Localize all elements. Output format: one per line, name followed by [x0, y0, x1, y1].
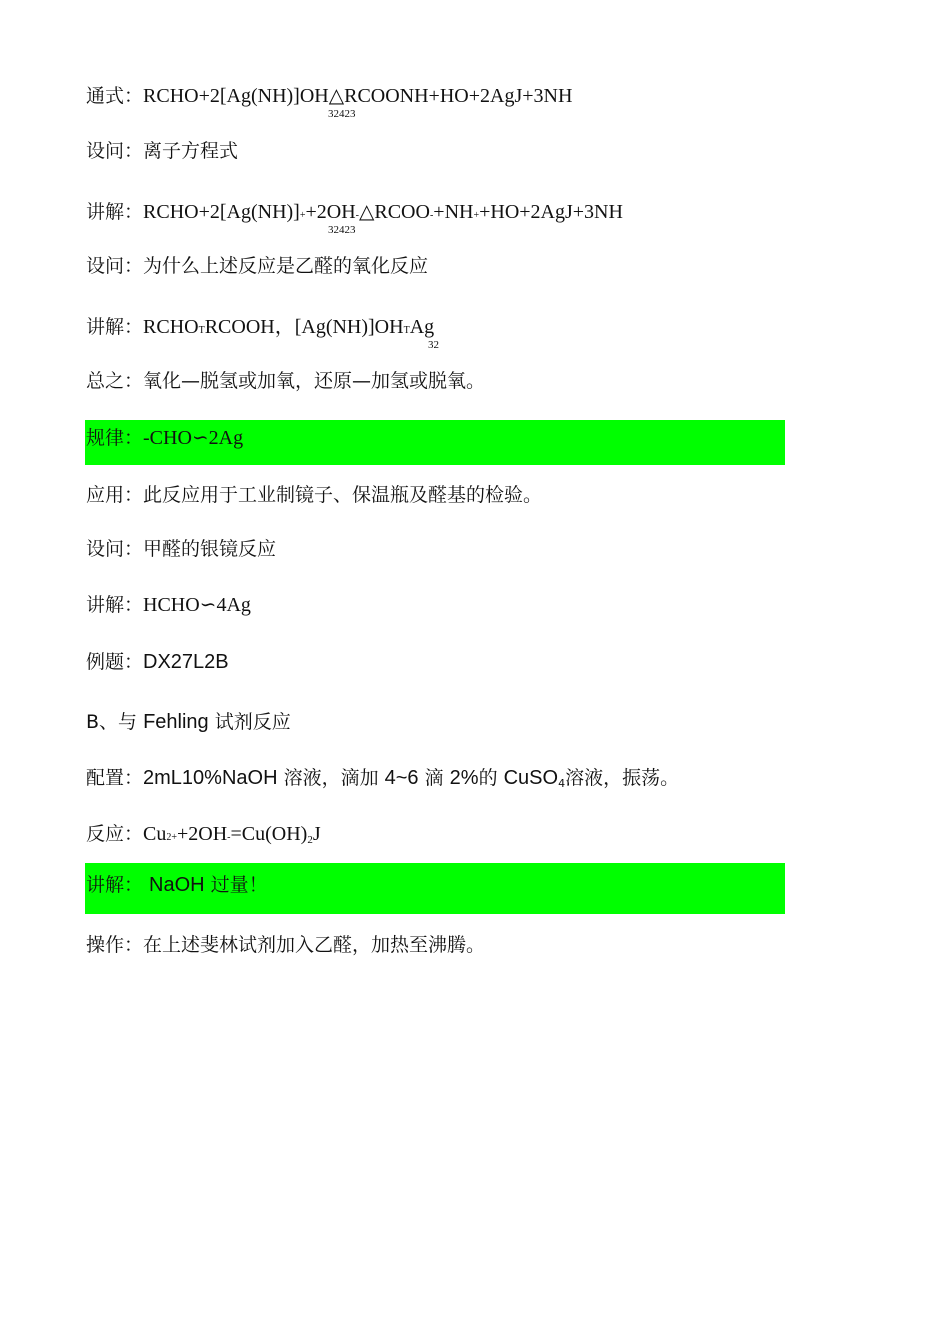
line-label: 讲解： — [86, 316, 144, 338]
preparation-part: 溶液，振荡。 — [565, 767, 680, 789]
operation-line — [86, 933, 485, 957]
preparation-part: 滴 — [418, 767, 450, 789]
preparation-part: 4~6 — [384, 767, 419, 789]
reaction-subscript: 2 — [307, 834, 313, 846]
reaction-part: =Cu(OH) — [230, 823, 308, 845]
ionic-charge: + — [473, 210, 480, 221]
ionic-charge: - — [355, 210, 359, 221]
reaction-part: J — [312, 823, 321, 845]
line-label: 讲解： — [86, 874, 144, 896]
line-label: 例题： — [86, 651, 144, 673]
line-label: 规律： — [86, 427, 144, 449]
ionic-formula-part: RCHO+2[Ag(NH)] — [143, 201, 300, 223]
line-label: 配置： — [86, 767, 144, 789]
ionic-charge: + — [299, 210, 306, 221]
section-prefix: B、与 — [86, 711, 144, 733]
rule-formula: -CHO∽2Ag — [143, 427, 244, 449]
excess-text: 过量！ — [204, 874, 268, 896]
section-name: Fehling — [143, 711, 209, 733]
line-label: 反应： — [86, 823, 144, 845]
formula-part: RCHO — [143, 316, 199, 338]
preparation-subscript: 4 — [558, 777, 566, 790]
ionic-formula-part: +2OH — [305, 201, 356, 223]
naoh-excess-line — [86, 873, 268, 897]
operation-text: 在上述斐林试剂加入乙醛，加热至沸腾。 — [143, 934, 486, 956]
ionic-charge: - — [429, 210, 434, 221]
reaction-charge: 2+ — [166, 832, 177, 843]
reaction-part: Cu — [143, 823, 167, 845]
line-label: 操作： — [86, 934, 144, 956]
question-text: 为什么上述反应是乙醛的氧化反应 — [143, 255, 429, 277]
formaldehyde-formula: HCHO∽4Ag — [143, 594, 251, 616]
line-label: 讲解： — [86, 594, 144, 616]
line-label: 通式： — [86, 85, 144, 107]
preparation-part: 2% — [449, 767, 479, 789]
line-label: 设问： — [86, 538, 144, 560]
summary-text: 氧化—脱氢或加氧，还原—加氢或脱氧。 — [143, 370, 486, 392]
preparation-part: CuSO — [503, 767, 559, 789]
oxidation-subscripts: 32 — [428, 339, 439, 351]
preparation-part: 2mL10%NaOH — [143, 767, 278, 789]
section-heading-fehling — [86, 710, 291, 734]
example-code: DX27L2B — [143, 651, 229, 673]
preparation-part: 溶液，滴加 — [277, 767, 385, 789]
rule-line — [86, 426, 243, 450]
naoh-text: NaOH — [149, 874, 205, 896]
general-formula-subscripts: 32423 — [328, 108, 356, 120]
example-line — [86, 650, 229, 674]
formula-part: Ag — [409, 316, 435, 338]
reaction-part: +2OH — [177, 823, 228, 845]
formaldehyde-explanation-line — [86, 593, 251, 617]
question-text: 甲醛的银镜反应 — [143, 538, 277, 560]
oxidation-explanation-line — [86, 315, 434, 343]
line-label: 设问： — [86, 255, 144, 277]
line-label: 讲解： — [86, 201, 144, 223]
preparation-line — [86, 766, 679, 796]
preparation-part: 的 — [478, 767, 504, 789]
reaction-charge: - — [227, 832, 231, 843]
ionic-formula-part: △RCOO — [359, 201, 430, 223]
general-formula-line — [86, 84, 572, 108]
general-formula: RCHO+2[Ag(NH)]OH△RCOONH+HO+2AgJ+3NH — [143, 85, 573, 107]
question-oxidation — [86, 254, 428, 278]
arrow-mark: T — [403, 325, 410, 336]
summary-line — [86, 369, 485, 393]
reaction-line — [86, 822, 321, 852]
question-ionic-equation — [86, 139, 238, 163]
question-text: 离子方程式 — [143, 140, 239, 162]
line-label: 总之： — [86, 370, 144, 392]
line-label: 设问： — [86, 140, 144, 162]
line-label: 应用： — [86, 484, 144, 506]
arrow-mark: T — [198, 325, 205, 336]
ionic-formula-part: +HO+2AgJ+3NH — [479, 201, 623, 223]
formula-part: RCOOH，[Ag(NH)]OH — [204, 316, 404, 338]
application-text: 此反应用于工业制镜子、保温瓶及醛基的检验。 — [143, 484, 543, 506]
ionic-formula-part: +NH — [433, 201, 474, 223]
ionic-equation-subscripts: 32423 — [328, 224, 356, 236]
application-line — [86, 483, 542, 507]
question-formaldehyde — [86, 537, 276, 561]
section-suffix: 试剂反应 — [208, 711, 291, 733]
